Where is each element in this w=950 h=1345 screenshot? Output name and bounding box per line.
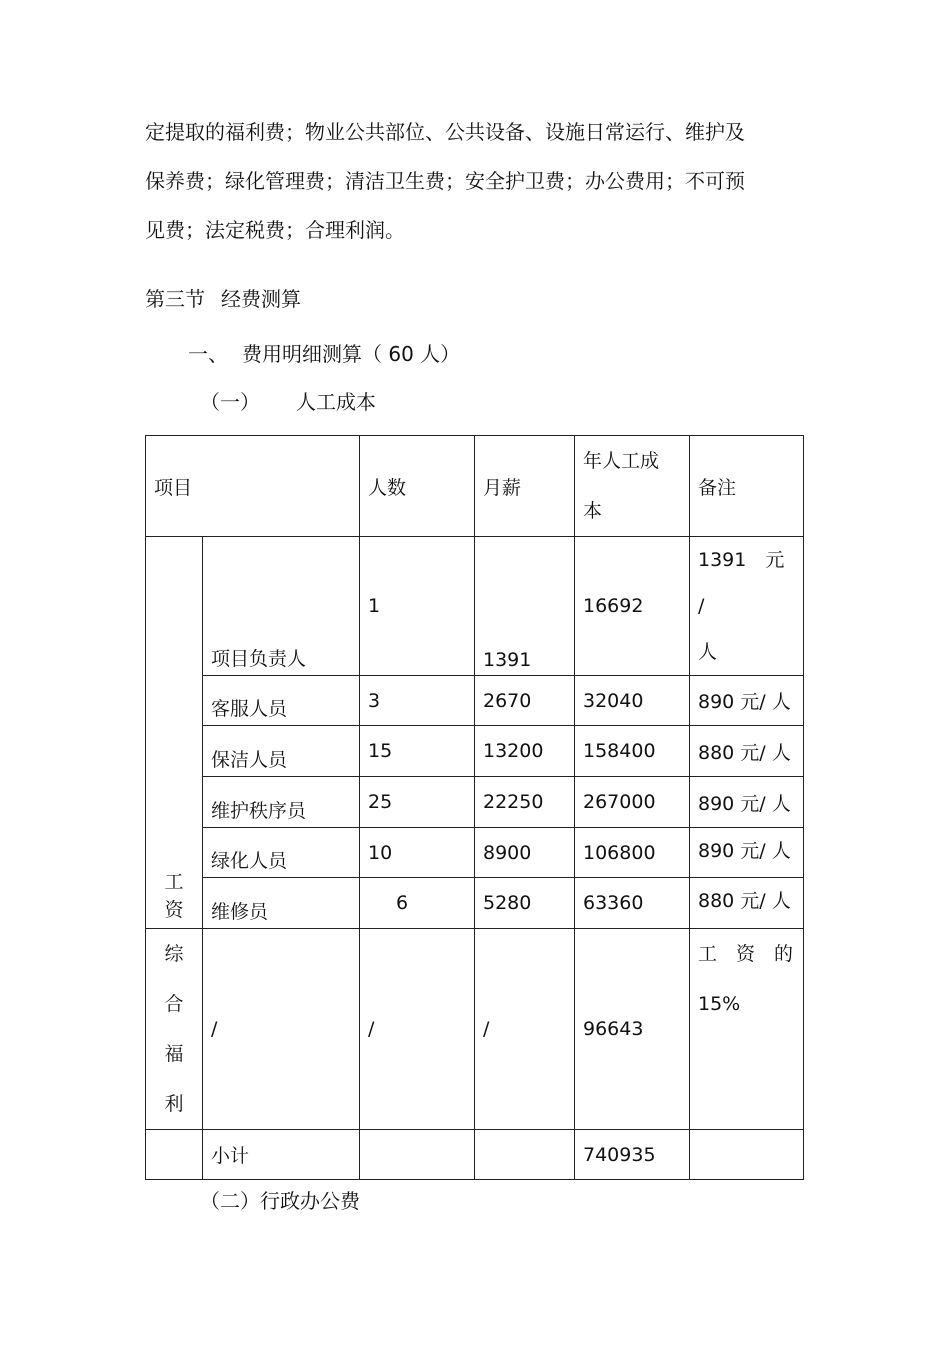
row-annual: 267000 xyxy=(575,777,690,828)
row-count: 10 xyxy=(360,828,475,878)
intro-paragraph xyxy=(145,108,785,255)
row-note: 890 元/ 人 xyxy=(690,777,804,828)
table-row xyxy=(146,828,804,878)
heading-labor-cost-number: （一） xyxy=(200,390,260,414)
welfare-note-line-2: 15% xyxy=(698,993,741,1015)
heading-admin-office-cost: （二）行政办公费 xyxy=(200,1189,360,1213)
welfare-label-char: 福 xyxy=(164,1043,184,1065)
header-item: 项目 xyxy=(146,436,360,537)
section-label: 第三节 xyxy=(145,287,205,311)
row-note: 890 元/ 人 xyxy=(690,676,804,726)
welfare-name: / xyxy=(203,929,360,1130)
group-wage-char: 资 xyxy=(164,899,184,921)
row-count: 15 xyxy=(360,726,475,777)
welfare-label-char: 综 xyxy=(164,943,184,965)
table-row xyxy=(146,537,804,676)
row-count: 25 xyxy=(360,777,475,828)
row-note-line-1: 1391 元 / xyxy=(698,549,785,617)
subtotal-row xyxy=(146,1130,804,1180)
row-monthly: 8900 xyxy=(475,828,575,878)
row-note: 890 元/ 人 xyxy=(690,828,804,878)
subtotal-empty-cell xyxy=(146,1130,203,1180)
row-name: 维护秩序员 xyxy=(203,777,360,828)
row-note-line-2: 人 xyxy=(698,641,718,663)
table-row xyxy=(146,676,804,726)
heading-labor-cost xyxy=(200,386,376,415)
welfare-label-char: 利 xyxy=(164,1093,184,1115)
heading-cost-detail-title: 费用明细测算（ 60 人） xyxy=(242,342,461,366)
intro-line-2: 保养费；绿化管理费；清洁卫生费；安全护卫费；办公费用；不可预 xyxy=(145,169,745,193)
heading-cost-detail xyxy=(188,338,460,367)
welfare-annual: 96643 xyxy=(575,929,690,1130)
row-monthly: 13200 xyxy=(475,726,575,777)
row-name: 保洁人员 xyxy=(203,726,360,777)
row-annual: 63360 xyxy=(575,878,690,929)
header-annual-line-1: 年人工成 xyxy=(583,450,660,472)
heading-cost-detail-number: 一、 xyxy=(188,342,228,366)
heading-labor-cost-title: 人工成本 xyxy=(296,390,376,414)
row-name: 项目负责人 xyxy=(203,537,360,676)
table-row xyxy=(146,878,804,929)
subtotal-label: 小计 xyxy=(203,1130,360,1180)
row-annual: 32040 xyxy=(575,676,690,726)
row-monthly: 2670 xyxy=(475,676,575,726)
welfare-label-char: 合 xyxy=(164,993,184,1015)
subtotal-count xyxy=(360,1130,475,1180)
table-row xyxy=(146,777,804,828)
subtotal-monthly xyxy=(475,1130,575,1180)
intro-line-3: 见费；法定税费；合理利润。 xyxy=(145,218,405,242)
welfare-count: / xyxy=(360,929,475,1130)
row-annual: 16692 xyxy=(575,537,690,676)
labor-cost-table xyxy=(145,435,804,1180)
header-note: 备注 xyxy=(690,436,804,537)
welfare-row xyxy=(146,929,804,1130)
row-note xyxy=(690,537,804,676)
row-name: 客服人员 xyxy=(203,676,360,726)
row-name: 维修员 xyxy=(203,878,360,929)
welfare-note-line-1: 工 资 的 xyxy=(698,943,794,965)
row-annual: 158400 xyxy=(575,726,690,777)
welfare-monthly: / xyxy=(475,929,575,1130)
group-wage-char: 工 xyxy=(164,871,184,893)
row-annual: 106800 xyxy=(575,828,690,878)
row-monthly: 1391 xyxy=(475,537,575,676)
header-monthly: 月薪 xyxy=(475,436,575,537)
table-header-row xyxy=(146,436,804,537)
header-annual xyxy=(575,436,690,537)
row-name: 绿化人员 xyxy=(203,828,360,878)
welfare-label xyxy=(146,929,203,1130)
row-note: 880 元/ 人 xyxy=(690,726,804,777)
row-count: 3 xyxy=(360,676,475,726)
subtotal-annual: 740935 xyxy=(575,1130,690,1180)
header-count: 人数 xyxy=(360,436,475,537)
row-count: 6 xyxy=(360,878,475,929)
intro-line-1: 定提取的福利费；物业公共部位、公共设备、设施日常运行、维护及 xyxy=(145,120,745,144)
row-monthly: 22250 xyxy=(475,777,575,828)
subtotal-note xyxy=(690,1130,804,1180)
table-row xyxy=(146,726,804,777)
welfare-note xyxy=(690,929,804,1130)
row-note: 880 元/ 人 xyxy=(690,878,804,929)
row-count: 1 xyxy=(360,537,475,676)
header-annual-line-2: 本 xyxy=(583,500,603,522)
section-heading xyxy=(145,283,301,312)
section-title: 经费测算 xyxy=(221,287,301,311)
group-wage-label xyxy=(146,537,203,929)
row-monthly: 5280 xyxy=(475,878,575,929)
